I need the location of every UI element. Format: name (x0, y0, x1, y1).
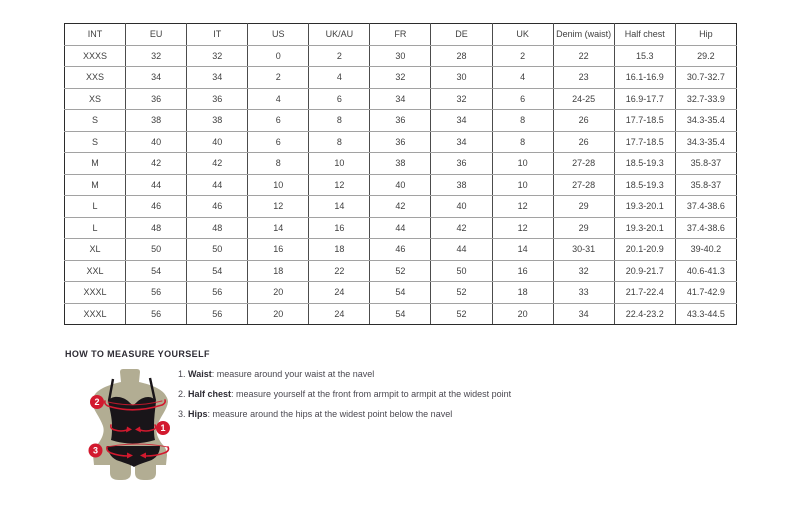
table-cell: 44 (126, 174, 187, 196)
table-cell: 24 (309, 303, 370, 325)
table-cell: XL (65, 239, 126, 261)
table-cell: 40 (126, 131, 187, 153)
table-cell: 54 (370, 282, 431, 304)
column-header: INT (65, 24, 126, 46)
table-cell: 26 (553, 110, 614, 132)
table-cell: 20 (248, 303, 309, 325)
table-cell: 40 (431, 196, 492, 218)
table-row (65, 45, 737, 67)
table-cell: M (65, 153, 126, 175)
table-cell: 50 (126, 239, 187, 261)
table-cell: 0 (248, 45, 309, 67)
table-cell: 32 (187, 45, 248, 67)
table-cell: 24 (309, 282, 370, 304)
table-row (65, 131, 737, 153)
table-cell: 50 (187, 239, 248, 261)
table-cell: 42 (431, 217, 492, 239)
table-row (65, 239, 737, 261)
step-term: Hips (188, 409, 208, 419)
measure-step (178, 409, 511, 429)
table-cell: 8 (492, 131, 553, 153)
table-cell: 34 (553, 303, 614, 325)
table-cell: 6 (309, 88, 370, 110)
table-cell: 34 (431, 131, 492, 153)
table-cell: 35.8-37 (675, 174, 736, 196)
table-cell: 43.3-44.5 (675, 303, 736, 325)
table-row (65, 303, 737, 325)
table-cell: 40 (370, 174, 431, 196)
table-row (65, 174, 737, 196)
table-row (65, 88, 737, 110)
table-cell: 34 (431, 110, 492, 132)
table-cell: 6 (248, 110, 309, 132)
size-chart-header-row (65, 24, 737, 46)
table-cell: XXXS (65, 45, 126, 67)
table-cell: 56 (187, 282, 248, 304)
table-cell: 27-28 (553, 153, 614, 175)
column-header: Half chest (614, 24, 675, 46)
table-cell: 54 (187, 260, 248, 282)
table-cell: 24-25 (553, 88, 614, 110)
table-cell: 12 (492, 217, 553, 239)
step-number: 1. (178, 369, 186, 379)
table-row (65, 217, 737, 239)
table-cell: 6 (248, 131, 309, 153)
badge-2-label: 2 (94, 397, 100, 408)
table-row (65, 260, 737, 282)
column-header: DE (431, 24, 492, 46)
table-cell: 29 (553, 217, 614, 239)
table-cell: 20 (248, 282, 309, 304)
table-cell: 18 (248, 260, 309, 282)
table-row (65, 282, 737, 304)
table-cell: 26 (553, 131, 614, 153)
table-cell: XXS (65, 67, 126, 89)
table-cell: 21.7-22.4 (614, 282, 675, 304)
table-cell: 8 (492, 110, 553, 132)
table-cell: 42 (187, 153, 248, 175)
step-number: 3. (178, 409, 186, 419)
table-cell: 2 (248, 67, 309, 89)
table-cell: 44 (187, 174, 248, 196)
table-cell: 41.7-42.9 (675, 282, 736, 304)
table-cell: 44 (370, 217, 431, 239)
table-cell: 8 (309, 110, 370, 132)
table-cell: 32 (553, 260, 614, 282)
table-cell: XXXL (65, 282, 126, 304)
table-cell: 28 (431, 45, 492, 67)
step-term: Waist (188, 369, 212, 379)
table-cell: 23 (553, 67, 614, 89)
table-row (65, 67, 737, 89)
table-cell: 42 (126, 153, 187, 175)
table-cell: 6 (492, 88, 553, 110)
table-cell: 48 (126, 217, 187, 239)
table-cell: 40.6-41.3 (675, 260, 736, 282)
table-cell: 12 (492, 196, 553, 218)
table-cell: 8 (309, 131, 370, 153)
table-cell: 46 (370, 239, 431, 261)
table-cell: 18.5-19.3 (614, 174, 675, 196)
table-cell: 19.3-20.1 (614, 196, 675, 218)
table-cell: S (65, 110, 126, 132)
measure-step (178, 369, 511, 389)
table-cell: 22 (553, 45, 614, 67)
table-cell: 56 (187, 303, 248, 325)
table-cell: S (65, 131, 126, 153)
table-cell: 37.4-38.6 (675, 217, 736, 239)
table-row (65, 196, 737, 218)
table-cell: 10 (492, 174, 553, 196)
table-cell: 30.7-32.7 (675, 67, 736, 89)
badge-3-label: 3 (92, 445, 99, 456)
table-cell: 30 (370, 45, 431, 67)
table-cell: 38 (431, 174, 492, 196)
table-cell: 27-28 (553, 174, 614, 196)
table-cell: 37.4-38.6 (675, 196, 736, 218)
table-cell: XXL (65, 260, 126, 282)
table-cell: 52 (431, 303, 492, 325)
table-cell: 32.7-33.9 (675, 88, 736, 110)
table-cell: 8 (248, 153, 309, 175)
table-cell: 32 (126, 45, 187, 67)
column-header: Denim (waist) (553, 24, 614, 46)
table-cell: 16.1-16.9 (614, 67, 675, 89)
table-cell: 38 (370, 153, 431, 175)
measure-heading: HOW TO MEASURE YOURSELF (65, 349, 210, 359)
step-text: : measure around your waist at the navel (211, 369, 375, 379)
table-cell: 56 (126, 282, 187, 304)
table-cell: 39-40.2 (675, 239, 736, 261)
table-cell: 50 (431, 260, 492, 282)
table-cell: 16 (248, 239, 309, 261)
table-cell: 4 (309, 67, 370, 89)
table-cell: 34 (126, 67, 187, 89)
table-cell: 18 (492, 282, 553, 304)
measure-step (178, 389, 511, 409)
table-cell: XS (65, 88, 126, 110)
table-cell: 22.4-23.2 (614, 303, 675, 325)
table-cell: 32 (370, 67, 431, 89)
table-cell: L (65, 196, 126, 218)
step-term: Half chest (188, 389, 232, 399)
table-cell: 29 (553, 196, 614, 218)
table-cell: 35.8-37 (675, 153, 736, 175)
table-cell: 4 (492, 67, 553, 89)
table-cell: 29.2 (675, 45, 736, 67)
table-cell: 42 (370, 196, 431, 218)
table-cell: 44 (431, 239, 492, 261)
size-chart-section (64, 23, 737, 325)
step-text: : measure around the hips at the widest point below the navel (207, 409, 453, 419)
column-header: EU (126, 24, 187, 46)
table-cell: 12 (248, 196, 309, 218)
table-cell: 14 (248, 217, 309, 239)
table-cell: 14 (492, 239, 553, 261)
table-cell: 56 (126, 303, 187, 325)
table-cell: 36 (187, 88, 248, 110)
table-cell: 2 (492, 45, 553, 67)
size-chart-table (64, 23, 737, 325)
table-cell: 36 (370, 110, 431, 132)
step-text: : measure yourself at the front from armpit to armpit at the widest point (231, 389, 512, 399)
table-cell: 16.9-17.7 (614, 88, 675, 110)
table-cell: 30 (431, 67, 492, 89)
table-cell: 54 (126, 260, 187, 282)
table-cell: 19.3-20.1 (614, 217, 675, 239)
table-cell: 18.5-19.3 (614, 153, 675, 175)
column-header: IT (187, 24, 248, 46)
mannequin-illustration (84, 369, 176, 484)
table-cell: 15.3 (614, 45, 675, 67)
table-cell: 12 (309, 174, 370, 196)
measure-steps (178, 369, 511, 429)
table-cell: 36 (431, 153, 492, 175)
table-cell: 52 (431, 282, 492, 304)
column-header: UK (492, 24, 553, 46)
badge-1-label: 1 (160, 423, 166, 434)
table-cell: 34.3-35.4 (675, 131, 736, 153)
table-row (65, 153, 737, 175)
table-cell: 17.7-18.5 (614, 110, 675, 132)
table-cell: 17.7-18.5 (614, 131, 675, 153)
table-cell: L (65, 217, 126, 239)
table-cell: 4 (248, 88, 309, 110)
table-cell: 10 (492, 153, 553, 175)
table-cell: 34 (187, 67, 248, 89)
table-cell: 34 (370, 88, 431, 110)
table-cell: 40 (187, 131, 248, 153)
table-cell: 38 (126, 110, 187, 132)
table-cell: M (65, 174, 126, 196)
table-cell: 16 (492, 260, 553, 282)
table-row (65, 110, 737, 132)
table-cell: 32 (431, 88, 492, 110)
table-cell: 34.3-35.4 (675, 110, 736, 132)
table-cell: 18 (309, 239, 370, 261)
table-cell: XXXL (65, 303, 126, 325)
table-cell: 36 (370, 131, 431, 153)
table-cell: 22 (309, 260, 370, 282)
table-cell: 20.9-21.7 (614, 260, 675, 282)
table-cell: 36 (126, 88, 187, 110)
table-cell: 46 (187, 196, 248, 218)
table-cell: 14 (309, 196, 370, 218)
table-cell: 46 (126, 196, 187, 218)
table-cell: 48 (187, 217, 248, 239)
column-header: FR (370, 24, 431, 46)
table-cell: 16 (309, 217, 370, 239)
table-cell: 54 (370, 303, 431, 325)
column-header: UK/AU (309, 24, 370, 46)
step-number: 2. (178, 389, 186, 399)
table-cell: 52 (370, 260, 431, 282)
column-header: Hip (675, 24, 736, 46)
table-cell: 10 (248, 174, 309, 196)
table-cell: 10 (309, 153, 370, 175)
column-header: US (248, 24, 309, 46)
measurement-figure (84, 369, 176, 484)
table-cell: 30-31 (553, 239, 614, 261)
table-cell: 33 (553, 282, 614, 304)
table-cell: 2 (309, 45, 370, 67)
table-cell: 38 (187, 110, 248, 132)
table-cell: 20 (492, 303, 553, 325)
table-cell: 20.1-20.9 (614, 239, 675, 261)
